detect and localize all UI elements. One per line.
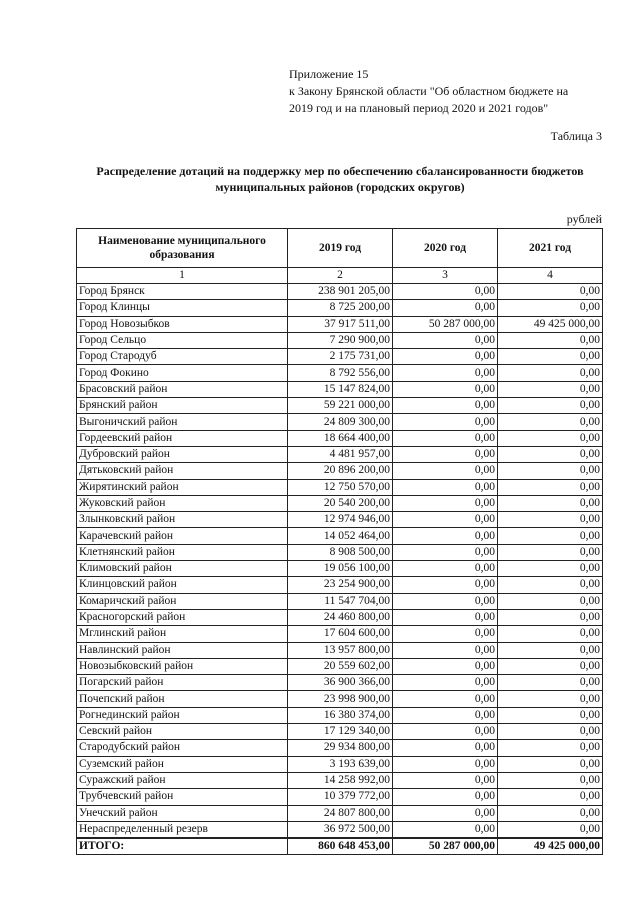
row-2020: 0,00 — [393, 642, 498, 658]
row-2019: 20 559 602,00 — [288, 658, 393, 674]
row-2021: 0,00 — [498, 772, 603, 788]
row-name: Мглинский район — [77, 626, 288, 642]
table-label: Таблица 3 — [550, 129, 602, 143]
row-2021: 0,00 — [498, 544, 603, 560]
column-number: 3 — [393, 268, 498, 284]
table-row — [77, 365, 603, 381]
row-2020: 0,00 — [393, 805, 498, 821]
row-name: Брянский район — [77, 398, 288, 414]
row-2019: 2 175 731,00 — [288, 349, 393, 365]
row-name: Навлинский район — [77, 642, 288, 658]
row-name: Гордеевский район — [77, 430, 288, 446]
row-name: Нераспределенный резерв — [77, 821, 288, 838]
table-row — [77, 544, 603, 560]
row-name: Трубчевский район — [77, 789, 288, 805]
row-2019: 8 725 200,00 — [288, 300, 393, 316]
table-row — [77, 593, 603, 609]
row-name: Погарский район — [77, 675, 288, 691]
row-2019: 36 900 366,00 — [288, 675, 393, 691]
row-2020: 0,00 — [393, 626, 498, 642]
row-name: Жуковский район — [77, 495, 288, 511]
row-2019: 24 460 800,00 — [288, 609, 393, 625]
row-2019: 19 056 100,00 — [288, 561, 393, 577]
table-row — [77, 479, 603, 495]
row-2020: 0,00 — [393, 463, 498, 479]
header-row — [77, 229, 603, 268]
row-2020: 0,00 — [393, 381, 498, 397]
row-name: Красногорский район — [77, 609, 288, 625]
row-name: Севский район — [77, 724, 288, 740]
row-2021: 0,00 — [498, 414, 603, 430]
row-2020: 0,00 — [393, 691, 498, 707]
row-2020: 0,00 — [393, 512, 498, 528]
row-name: Почепский район — [77, 691, 288, 707]
row-2020: 0,00 — [393, 707, 498, 723]
row-2021: 0,00 — [498, 658, 603, 674]
appendix-note — [289, 66, 619, 117]
row-2019: 4 481 957,00 — [288, 446, 393, 462]
table-row — [77, 789, 603, 805]
row-2019: 24 807 800,00 — [288, 805, 393, 821]
table-row — [77, 821, 603, 838]
row-2021: 0,00 — [498, 805, 603, 821]
row-2019: 12 750 570,00 — [288, 479, 393, 495]
row-2019: 59 221 000,00 — [288, 398, 393, 414]
row-2020: 0,00 — [393, 789, 498, 805]
row-2019: 8 792 556,00 — [288, 365, 393, 381]
column-number-row — [77, 268, 603, 284]
subsidies-table — [76, 228, 603, 855]
row-2020: 0,00 — [393, 724, 498, 740]
table-row — [77, 463, 603, 479]
appendix-line-3: 2019 год и на плановый период 2020 и 2021 годов" — [289, 101, 549, 115]
row-2021: 0,00 — [498, 300, 603, 316]
row-name: Клетнянский район — [77, 544, 288, 560]
table-row — [77, 561, 603, 577]
row-2020: 0,00 — [393, 332, 498, 348]
table-row — [77, 414, 603, 430]
table-row — [77, 740, 603, 756]
row-name: Выгоничский район — [77, 414, 288, 430]
row-2021: 0,00 — [498, 479, 603, 495]
row-name: Злынковский район — [77, 512, 288, 528]
row-name: Стародубский район — [77, 740, 288, 756]
row-2020: 0,00 — [393, 430, 498, 446]
table-row — [77, 512, 603, 528]
row-name: Климовский район — [77, 561, 288, 577]
row-name: Суземский район — [77, 756, 288, 772]
row-2021: 0,00 — [498, 430, 603, 446]
row-2019: 12 974 946,00 — [288, 512, 393, 528]
header-2021: 2021 год — [498, 229, 603, 268]
row-2020: 0,00 — [393, 772, 498, 788]
table-row — [77, 332, 603, 348]
row-2021: 0,00 — [498, 740, 603, 756]
row-name: Комаричский район — [77, 593, 288, 609]
row-2020: 0,00 — [393, 446, 498, 462]
table-row — [77, 756, 603, 772]
document-title — [70, 163, 610, 195]
row-2019: 20 896 200,00 — [288, 463, 393, 479]
table-row — [77, 772, 603, 788]
row-2019: 8 908 500,00 — [288, 544, 393, 560]
table-row — [77, 577, 603, 593]
row-2021: 0,00 — [498, 691, 603, 707]
row-name: Дятьковский район — [77, 463, 288, 479]
row-2019: 15 147 824,00 — [288, 381, 393, 397]
row-2019: 3 193 639,00 — [288, 756, 393, 772]
row-2021: 0,00 — [498, 675, 603, 691]
table-row — [77, 707, 603, 723]
row-name: Дубровский район — [77, 446, 288, 462]
row-2021: 0,00 — [498, 284, 603, 300]
row-2021: 0,00 — [498, 756, 603, 772]
table-row — [77, 284, 603, 300]
table-row — [77, 528, 603, 544]
row-2020: 0,00 — [393, 740, 498, 756]
units-label: рублей — [566, 212, 602, 226]
row-2019: 17 604 600,00 — [288, 626, 393, 642]
appendix-line-1: Приложение 15 — [289, 67, 369, 81]
column-number: 4 — [498, 268, 603, 284]
row-2020: 0,00 — [393, 349, 498, 365]
row-2020: 0,00 — [393, 284, 498, 300]
row-2021: 0,00 — [498, 642, 603, 658]
column-number: 1 — [77, 268, 288, 284]
row-2021: 0,00 — [498, 349, 603, 365]
row-2019: 11 547 704,00 — [288, 593, 393, 609]
appendix-line-2: к Закону Брянской области "Об областном бюджете на — [289, 84, 569, 98]
row-name: Город Сельцо — [77, 332, 288, 348]
row-2019: 37 917 511,00 — [288, 316, 393, 332]
row-name: Брасовский район — [77, 381, 288, 397]
row-2020: 0,00 — [393, 609, 498, 625]
row-name: Город Клинцы — [77, 300, 288, 316]
row-2020: 0,00 — [393, 300, 498, 316]
total-2021: 49 425 000,00 — [498, 838, 603, 855]
row-2019: 16 380 374,00 — [288, 707, 393, 723]
row-2020: 50 287 000,00 — [393, 316, 498, 332]
title-line-1: Распределение дотаций на поддержку мер по обеспечению сбалансированности бюджетов — [96, 164, 584, 178]
row-name: Суражский район — [77, 772, 288, 788]
row-2021: 0,00 — [498, 821, 603, 838]
row-name: Город Новозыбков — [77, 316, 288, 332]
table-row — [77, 381, 603, 397]
row-2021: 0,00 — [498, 707, 603, 723]
row-2020: 0,00 — [393, 577, 498, 593]
row-2020: 0,00 — [393, 821, 498, 838]
row-2021: 0,00 — [498, 463, 603, 479]
row-2020: 0,00 — [393, 675, 498, 691]
row-2021: 0,00 — [498, 398, 603, 414]
row-2019: 10 379 772,00 — [288, 789, 393, 805]
row-2020: 0,00 — [393, 479, 498, 495]
row-2019: 7 290 900,00 — [288, 332, 393, 348]
row-2021: 0,00 — [498, 561, 603, 577]
row-2020: 0,00 — [393, 398, 498, 414]
header-2020: 2020 год — [393, 229, 498, 268]
row-name: Новозыбковский район — [77, 658, 288, 674]
row-2020: 0,00 — [393, 544, 498, 560]
table-row — [77, 626, 603, 642]
title-line-2: муниципальных районов (городских округов) — [215, 180, 465, 194]
table-row — [77, 691, 603, 707]
table-row — [77, 642, 603, 658]
total-2019: 860 648 453,00 — [288, 838, 393, 855]
table-body — [77, 284, 603, 839]
table-row — [77, 398, 603, 414]
row-2019: 23 254 900,00 — [288, 577, 393, 593]
row-2019: 36 972 500,00 — [288, 821, 393, 838]
row-2019: 23 998 900,00 — [288, 691, 393, 707]
table-row — [77, 495, 603, 511]
table-row — [77, 446, 603, 462]
row-name: Город Брянск — [77, 284, 288, 300]
row-2020: 0,00 — [393, 561, 498, 577]
row-name: Клинцовский район — [77, 577, 288, 593]
row-2019: 18 664 400,00 — [288, 430, 393, 446]
row-2021: 0,00 — [498, 724, 603, 740]
row-2021: 0,00 — [498, 609, 603, 625]
row-2021: 0,00 — [498, 381, 603, 397]
table-row — [77, 349, 603, 365]
row-name: Город Стародуб — [77, 349, 288, 365]
row-2019: 14 258 992,00 — [288, 772, 393, 788]
row-2019: 24 809 300,00 — [288, 414, 393, 430]
row-name: Город Фокино — [77, 365, 288, 381]
table-row — [77, 658, 603, 674]
total-2020: 50 287 000,00 — [393, 838, 498, 855]
row-2021: 0,00 — [498, 577, 603, 593]
row-2019: 14 052 464,00 — [288, 528, 393, 544]
row-2021: 0,00 — [498, 626, 603, 642]
table-row — [77, 724, 603, 740]
header-2019: 2019 год — [288, 229, 393, 268]
table-row — [77, 675, 603, 691]
column-number: 2 — [288, 268, 393, 284]
row-2019: 20 540 200,00 — [288, 495, 393, 511]
total-row — [77, 838, 603, 855]
row-2019: 29 934 800,00 — [288, 740, 393, 756]
row-2020: 0,00 — [393, 593, 498, 609]
row-2020: 0,00 — [393, 756, 498, 772]
table-row — [77, 805, 603, 821]
row-2021: 0,00 — [498, 512, 603, 528]
table-row — [77, 300, 603, 316]
row-2020: 0,00 — [393, 658, 498, 674]
row-2020: 0,00 — [393, 365, 498, 381]
table-row — [77, 430, 603, 446]
total-label: ИТОГО: — [77, 838, 288, 855]
row-2019: 17 129 340,00 — [288, 724, 393, 740]
table-row — [77, 609, 603, 625]
table-row — [77, 316, 603, 332]
row-2020: 0,00 — [393, 414, 498, 430]
row-2021: 0,00 — [498, 495, 603, 511]
header-name: Наименование муниципального образования — [77, 229, 288, 268]
row-2020: 0,00 — [393, 528, 498, 544]
row-2021: 0,00 — [498, 593, 603, 609]
row-name: Унечский район — [77, 805, 288, 821]
row-2021: 49 425 000,00 — [498, 316, 603, 332]
row-name: Карачевский район — [77, 528, 288, 544]
row-name: Рогнединский район — [77, 707, 288, 723]
row-2019: 13 957 800,00 — [288, 642, 393, 658]
row-2021: 0,00 — [498, 528, 603, 544]
row-name: Жирятинский район — [77, 479, 288, 495]
row-2021: 0,00 — [498, 332, 603, 348]
row-2021: 0,00 — [498, 446, 603, 462]
row-2020: 0,00 — [393, 495, 498, 511]
row-2021: 0,00 — [498, 789, 603, 805]
row-2019: 238 901 205,00 — [288, 284, 393, 300]
row-2021: 0,00 — [498, 365, 603, 381]
